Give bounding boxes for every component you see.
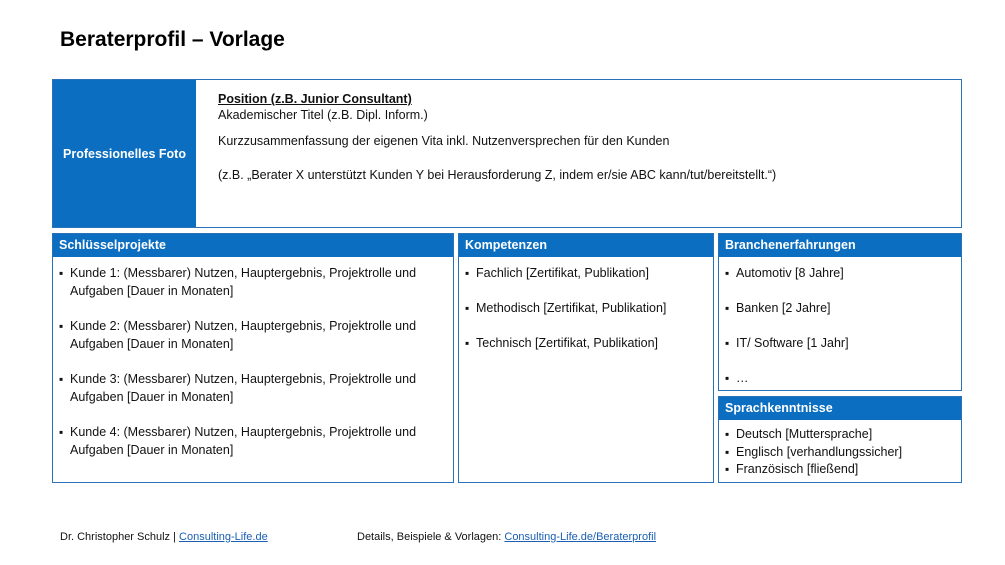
profile-box xyxy=(52,79,962,228)
profile-text xyxy=(218,91,776,183)
industries-box xyxy=(718,233,962,391)
list-item: ▪ IT/ Software [1 Jahr] xyxy=(725,335,953,353)
list-item: ▪ Französisch [fließend] xyxy=(725,461,953,479)
footer-author xyxy=(60,531,268,543)
list-item: ▪ Kunde 1: (Messbarer) Nutzen, Hauptergebnis, Projektrolle und Aufgaben [Dauer in Monaten] xyxy=(59,265,445,300)
projects-header: Schlüsselprojekte xyxy=(53,234,453,257)
details-label: Details, Beispiele & Vorlagen: xyxy=(357,531,505,543)
photo-placeholder xyxy=(53,80,196,227)
list-item: ▪ Technisch [Zertifikat, Publikation] xyxy=(465,335,705,353)
list-item: ▪ Kunde 3: (Messbarer) Nutzen, Hauptergebnis, Projektrolle und Aufgaben [Dauer in Monaten] xyxy=(59,371,445,406)
photo-label: Professionelles Foto xyxy=(63,146,186,161)
author-text: Dr. Christopher Schulz | xyxy=(60,531,180,543)
summary-text: Kurzzusammenfassung der eigenen Vita inkl. Nutzenversprechen für den Kunden xyxy=(218,134,670,148)
list-item: ▪ … xyxy=(725,370,953,388)
languages-header: Sprachkenntnisse xyxy=(719,397,961,420)
list-item: ▪ Automotiv [8 Jahre] xyxy=(725,265,953,283)
competencies-header: Kompetenzen xyxy=(459,234,713,257)
footer-details xyxy=(357,531,656,543)
academic-title-text: Akademischer Titel (z.B. Dipl. Inform.) xyxy=(218,108,428,122)
author-link[interactable]: Consulting-Life.de xyxy=(179,531,268,543)
list-item: ▪ Methodisch [Zertifikat, Publikation] xyxy=(465,300,705,318)
competencies-list xyxy=(459,257,713,353)
position-text: Position (z.B. Junior Consultant) xyxy=(218,92,412,106)
languages-box xyxy=(718,396,962,483)
example-text: (z.B. „Berater X unterstützt Kunden Y bei Herausforderung Z, indem er/sie ABC kann/tut/bereitstellt.“) xyxy=(218,168,777,182)
page-title: Beraterprofil – Vorlage xyxy=(60,28,285,51)
competencies-box xyxy=(458,233,714,483)
list-item: ▪ Englisch [verhandlungssicher] xyxy=(725,444,953,462)
list-item: ▪ Deutsch [Muttersprache] xyxy=(725,426,953,444)
details-link[interactable]: Consulting-Life.de/Beraterprofil xyxy=(504,531,657,543)
list-item: ▪ Banken [2 Jahre] xyxy=(725,300,953,318)
list-item: ▪ Kunde 2: (Messbarer) Nutzen, Hauptergebnis, Projektrolle und Aufgaben [Dauer in Monaten] xyxy=(59,318,445,353)
projects-list xyxy=(53,257,453,459)
languages-list xyxy=(719,420,961,479)
industries-list xyxy=(719,257,961,388)
industries-header: Branchenerfahrungen xyxy=(719,234,961,257)
list-item: ▪ Kunde 4: (Messbarer) Nutzen, Hauptergebnis, Projektrolle und Aufgaben [Dauer in Monaten] xyxy=(59,424,445,459)
projects-box xyxy=(52,233,454,483)
list-item: ▪ Fachlich [Zertifikat, Publikation] xyxy=(465,265,705,283)
